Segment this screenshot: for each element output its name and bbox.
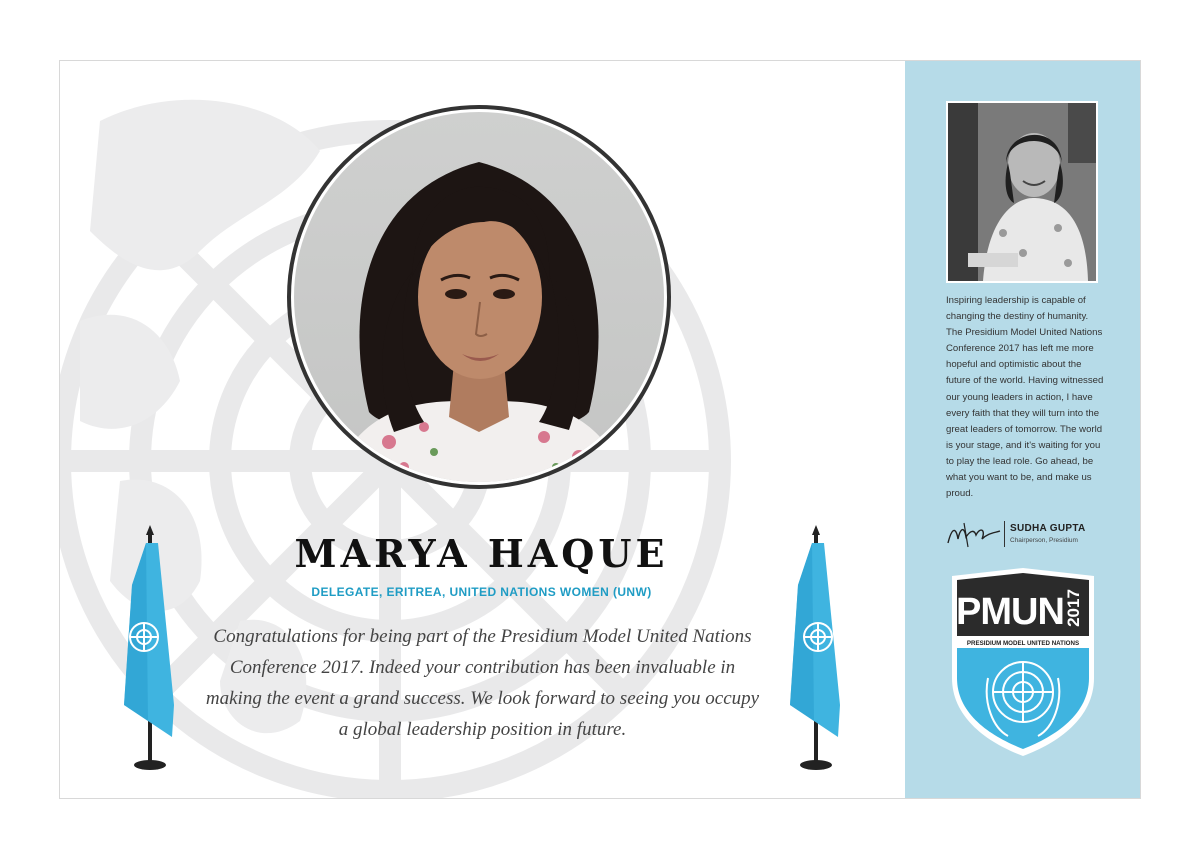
un-flag-icon	[122, 525, 182, 775]
signatory-name: SUDHA GUPTA	[1010, 523, 1086, 534]
signature-icon	[946, 519, 1002, 549]
signature-divider	[1004, 521, 1005, 547]
sidebar	[905, 61, 1140, 798]
chairperson-quote: Inspiring leadership is capable of changing the destiny of humanity. The Presidium Model United Nations Conference 2017 has left me more hopeful and optimistic about the future of the world. Having witnessed our young leaders in action, I have every faith that they will turn into the great leaders of tomorrow. The world is your stage, and it's waiting for you to play the lead role. Go ahead, be what you want to be, and make us proud.	[946, 295, 1104, 500]
crest-year: 2017	[1064, 589, 1083, 627]
signatory-title: Chairperson, Presidium	[1010, 537, 1078, 544]
delegate-name: MARYA HAQUE	[294, 531, 669, 576]
delegate-photo	[294, 112, 664, 482]
crest-tagline: PRESIDIUM MODEL UNITED NATIONS	[966, 640, 1080, 647]
un-flag-icon	[788, 525, 848, 775]
delegate-role: DELEGATE, ERITREA, UNITED NATIONS WOMEN (UNW)	[311, 585, 652, 599]
certificate-card	[59, 60, 1141, 799]
crest-brand: PMUN	[956, 591, 1064, 633]
signature-block	[946, 519, 1116, 551]
pmun-crest	[948, 568, 1098, 756]
chairperson-photo	[946, 101, 1098, 283]
congratulations-message: Congratulations for being part of the Presidium Model United Nations Conference 2017. Indeed your contribution has been invaluable in making the event a grand success. We look forward to seeing you occupy a global leadership position in future.	[205, 626, 760, 740]
